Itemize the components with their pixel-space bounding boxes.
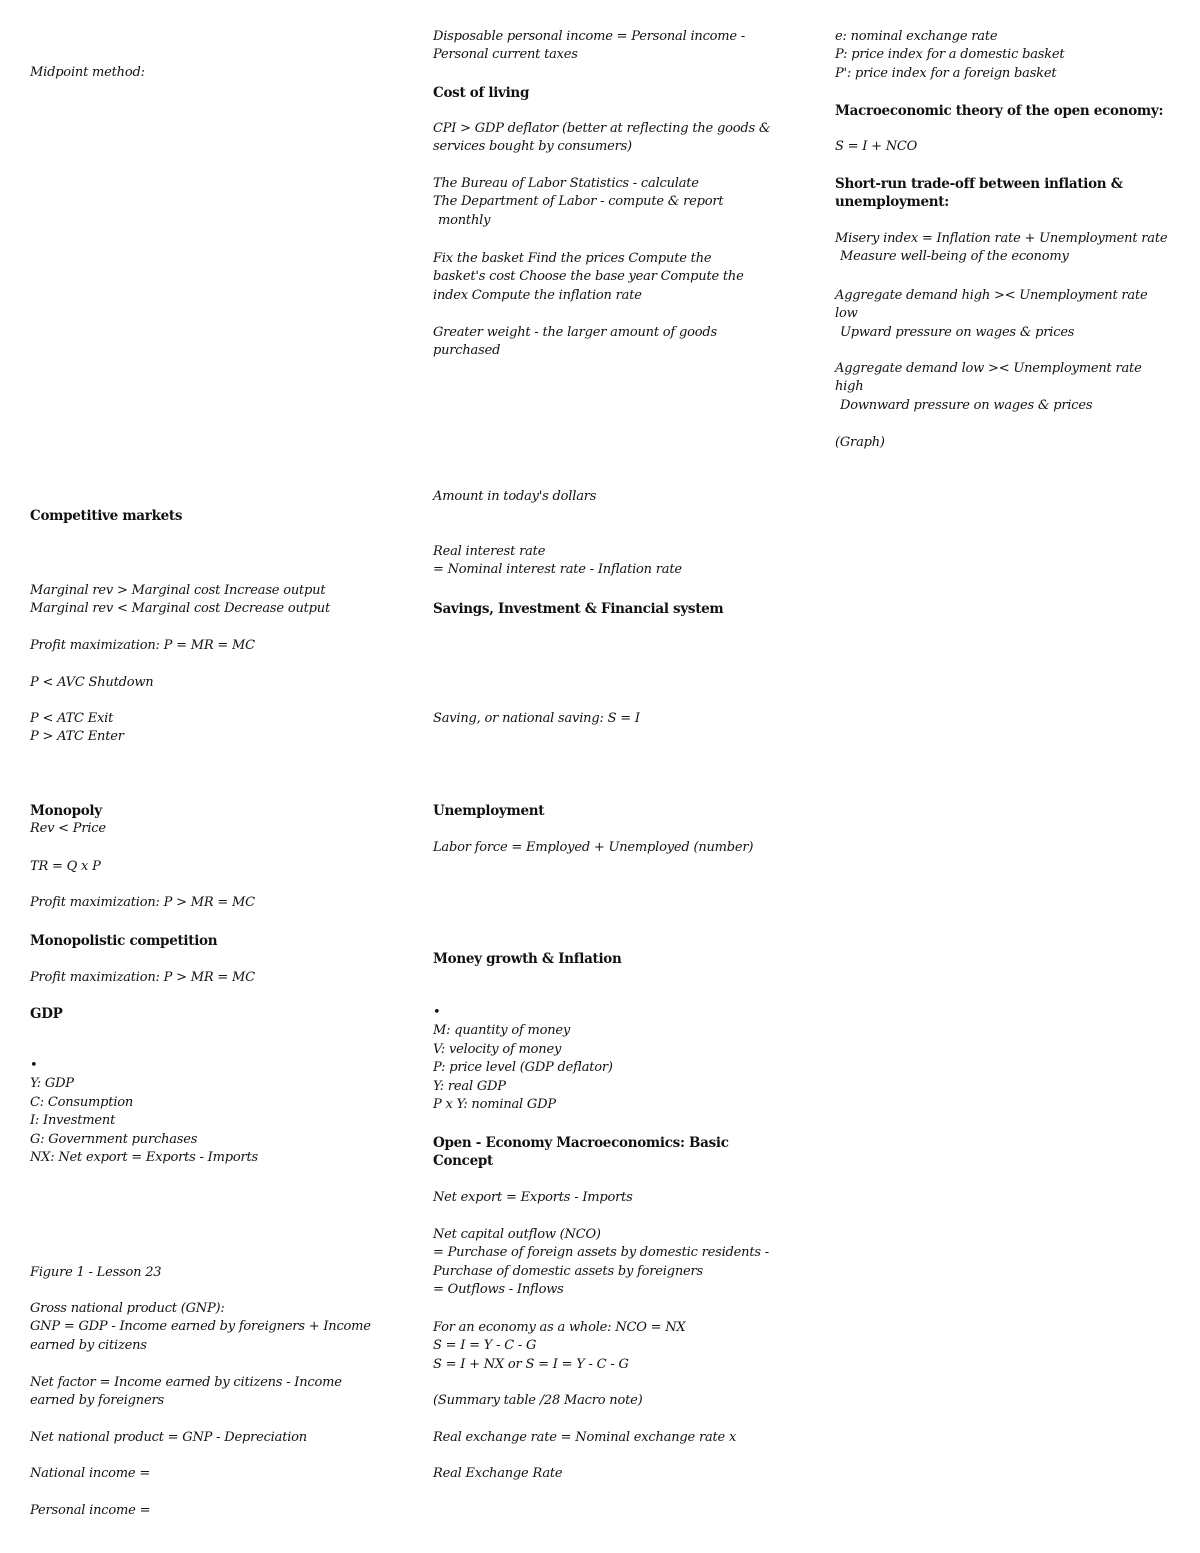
unemployment-heading: Unemployment <box>433 803 545 819</box>
gdp-g: G: Government purchases <box>30 1131 198 1147</box>
aggregate-demand-high <box>835 287 1148 342</box>
national-saving: Saving, or national saving: S = I <box>433 711 640 726</box>
monopoly-heading: Monopoly <box>30 803 102 819</box>
marginal-rev-rules <box>30 582 330 619</box>
todays-dollars: Amount in today's dollars <box>433 489 597 504</box>
competitive-profit-max: Profit maximization: P = MR = MC <box>30 638 255 653</box>
personal-income: Personal income = <box>30 1503 151 1518</box>
exit-rule: P < ATC Exit <box>30 711 114 726</box>
gnp-definition <box>30 1300 371 1355</box>
misery-line-1: Misery index = Inflation rate + Unemployment rate <box>835 231 1168 246</box>
money-bullet: • <box>433 1005 441 1020</box>
gdp-i: I: Investment <box>30 1113 116 1129</box>
monopoly-section <box>30 802 106 839</box>
net-factor-definition <box>30 1374 342 1411</box>
money-v: V: velocity of money <box>433 1041 562 1057</box>
gdp-bullet: • <box>30 1058 38 1073</box>
tradeoff-heading <box>835 175 1123 212</box>
nco-line-2: = Purchase of foreign assets by domestic residents - <box>433 1245 769 1261</box>
gdp-nx: NX: Net export = Exports - Imports <box>30 1150 258 1166</box>
ad-high-line-2: low <box>835 306 858 322</box>
whole-line-3: S = I + NX or S = I = Y - C - G <box>433 1356 629 1372</box>
disposable-income-line-2: Personal current taxes <box>433 47 578 63</box>
nco-line-3: Purchase of domestic assets by foreigners <box>433 1263 704 1279</box>
monopoly-rev: Rev < Price <box>30 821 106 837</box>
summary-table-note: (Summary table /28 Macro note) <box>433 1393 643 1408</box>
bls-line: The Bureau of Labor Statistics - calculate <box>433 176 699 191</box>
domestic-price-index: P: price index for a domestic basket <box>835 47 1065 63</box>
misery-line-2: Measure well-being of the economy <box>840 249 1069 265</box>
money-growth-heading: Money growth & Inflation <box>433 951 622 967</box>
net-factor-line-1: Net factor = Income earned by citizens - Income <box>30 1375 342 1390</box>
savings-heading: Savings, Investment & Financial system <box>433 601 724 617</box>
quantity-equation-terms <box>433 1004 613 1114</box>
monopolistic-profit-max: Profit maximization: P > MR = MC <box>30 970 255 985</box>
gdp-c: C: Consumption <box>30 1094 134 1110</box>
real-exchange-rate-label: Real Exchange Rate <box>433 1466 563 1481</box>
agencies <box>433 175 723 230</box>
cost-of-living-heading: Cost of living <box>433 85 530 101</box>
whole-line-1: For an economy as a whole: NCO = NX <box>433 1320 686 1335</box>
cpi-line-1: CPI > GDP deflator (better at reflecting the goods & <box>433 121 771 136</box>
gdp-heading: GDP <box>30 1006 63 1022</box>
monopoly-profit-max: Profit maximization: P > MR = MC <box>30 895 255 910</box>
total-revenue-formula: TR = Q x P <box>30 859 101 874</box>
real-interest-rate <box>433 543 682 580</box>
shutdown-rule: P < AVC Shutdown <box>30 675 154 690</box>
nco-line-1: Net capital outflow (NCO) <box>433 1227 601 1242</box>
tradeoff-heading-line-2: unemployment: <box>835 194 949 211</box>
money-p: P: price level (GDP deflator) <box>433 1060 613 1076</box>
graph-placeholder: (Graph) <box>835 435 885 450</box>
whole-line-2: S = I = Y - C - G <box>433 1338 537 1354</box>
ad-high-line-3: Upward pressure on wages & prices <box>840 324 1075 340</box>
net-export: Net export = Exports - Imports <box>433 1190 633 1205</box>
ad-low-line-1: Aggregate demand low >< Unemployment rate <box>835 361 1142 376</box>
net-capital-outflow <box>433 1226 769 1300</box>
greater-weight <box>433 324 717 361</box>
open-economy-heading <box>433 1134 729 1171</box>
national-income: National income = <box>30 1466 151 1481</box>
nominal-exchange-rate: e: nominal exchange rate <box>835 29 998 44</box>
nco-line-4: = Outflows - Inflows <box>433 1282 564 1298</box>
cpi-steps-line-1: Fix the basket Find the prices Compute the <box>433 251 712 266</box>
real-exchange-rate-formula: Real exchange rate = Nominal exchange rate x <box>433 1430 737 1445</box>
monopolistic-heading: Monopolistic competition <box>30 933 218 949</box>
tradeoff-heading-line-1: Short-run trade-off between inflation & <box>835 176 1123 192</box>
open-economy-heading-line-2: Concept <box>433 1153 493 1170</box>
ad-low-line-2: high <box>835 379 864 395</box>
money-y: Y: real GDP <box>433 1078 506 1094</box>
cpi-steps-line-2: basket's cost Choose the base year Compute the <box>433 269 744 285</box>
ad-low-line-3: Downward pressure on wages & prices <box>840 397 1093 413</box>
gnp-line-1: Gross national product (GNP): <box>30 1301 225 1316</box>
open-economy-heading-line-1: Open - Economy Macroeconomics: Basic <box>433 1135 729 1151</box>
real-interest-line-2: = Nominal interest rate - Inflation rate <box>433 562 682 578</box>
figure-reference: Figure 1 - Lesson 23 <box>30 1265 162 1280</box>
cpi-line-2: services bought by consumers) <box>433 139 632 155</box>
enter-rule: P > ATC Enter <box>30 729 124 745</box>
disposable-income-line-1: Disposable personal income = Personal income - <box>433 29 746 44</box>
ad-high-line-1: Aggregate demand high >< Unemployment rate <box>835 288 1148 303</box>
gdp-y: Y: GDP <box>30 1076 74 1092</box>
aggregate-demand-low <box>835 360 1142 415</box>
gdp-components <box>30 1057 258 1167</box>
gnp-line-3: earned by citizens <box>30 1337 147 1353</box>
economy-as-whole <box>433 1319 685 1374</box>
dol-line-2: monthly <box>438 212 491 228</box>
marginal-rule-increase: Marginal rev > Marginal cost Increase output <box>30 583 326 598</box>
macro-theory-heading: Macroeconomic theory of the open economy: <box>835 103 1164 119</box>
net-national-product: Net national product = GNP - Depreciation <box>30 1430 307 1445</box>
disposable-income <box>433 28 745 65</box>
foreign-price-index: P': price index for a foreign basket <box>835 65 1057 81</box>
greater-weight-line-1: Greater weight - the larger amount of goods <box>433 325 717 340</box>
saving-identity: S = I + NCO <box>835 139 918 154</box>
exit-enter-rules <box>30 710 124 747</box>
net-factor-line-2: earned by foreigners <box>30 1393 164 1409</box>
misery-index <box>835 230 1167 267</box>
dol-line-1: The Department of Labor - compute & report <box>433 194 724 210</box>
midpoint-method-label: Midpoint method: <box>30 65 145 80</box>
real-interest-line-1: Real interest rate <box>433 544 546 559</box>
cpi-vs-deflator <box>433 120 770 157</box>
cpi-steps <box>433 250 744 305</box>
cpi-steps-line-3: index Compute the inflation rate <box>433 287 642 303</box>
gnp-line-2: GNP = GDP - Income earned by foreigners + Income <box>30 1319 371 1335</box>
money-m: M: quantity of money <box>433 1023 571 1039</box>
greater-weight-line-2: purchased <box>433 343 501 359</box>
money-pxy: P x Y: nominal GDP <box>433 1097 556 1113</box>
competitive-markets-heading: Competitive markets <box>30 508 183 524</box>
labor-force: Labor force = Employed + Unemployed (number) <box>433 840 754 855</box>
marginal-rule-decrease: Marginal rev < Marginal cost Decrease output <box>30 601 330 617</box>
exchange-rate-terms <box>835 28 1064 83</box>
